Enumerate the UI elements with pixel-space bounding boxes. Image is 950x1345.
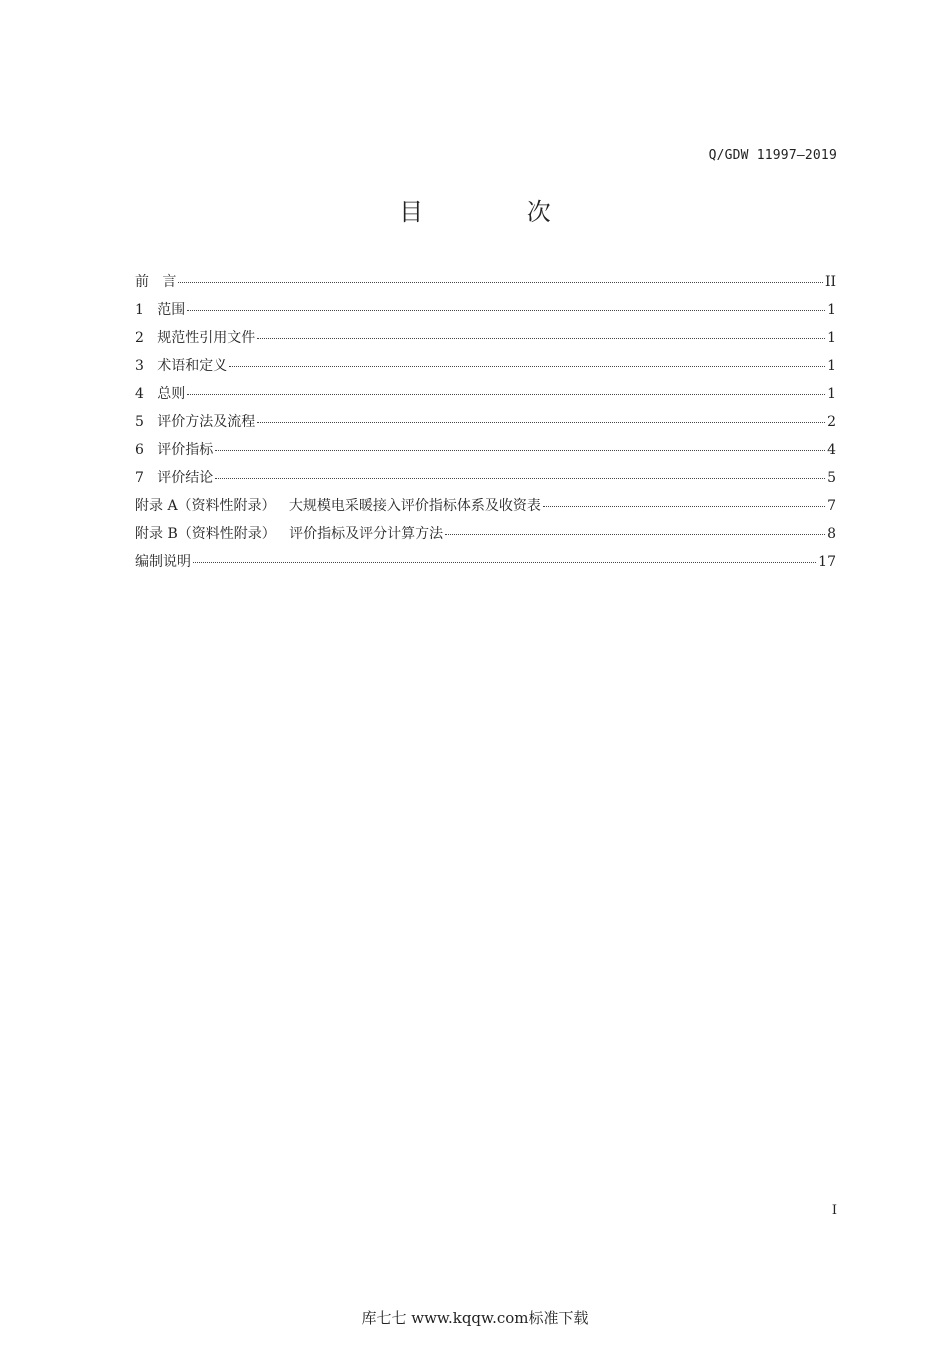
toc-entry-label: 编制说明 (135, 554, 191, 570)
toc-dot-leader (215, 450, 825, 451)
toc-entry-label: 1 范围 (135, 302, 186, 318)
toc-title: 目 次 (399, 198, 599, 226)
footer-watermark: 库七七 www.kqqw.com标准下载 (361, 1309, 589, 1327)
toc-entry-page: 5 (827, 470, 836, 486)
toc-entry-scope[interactable] (135, 300, 836, 328)
toc-dot-leader (178, 282, 823, 283)
toc-dot-leader (257, 338, 825, 339)
standard-code: Q/GDW 11997—2019 (708, 148, 837, 163)
toc-entry-label: 附录 B（资料性附录） 评价指标及评分计算方法 (135, 526, 444, 542)
toc-entry-page: II (824, 274, 836, 290)
toc-entry-evaluation-indicators[interactable] (135, 440, 836, 468)
toc-dot-leader (193, 562, 816, 563)
toc-entry-label: 3 术语和定义 (135, 358, 228, 374)
toc-dot-leader (187, 310, 825, 311)
toc-entry-page: 8 (827, 526, 836, 542)
toc-entry-label: 6 评价指标 (135, 442, 214, 458)
toc-entry-compilation-notes[interactable] (135, 552, 836, 580)
toc-entry-page: 7 (827, 498, 836, 514)
toc-entry-label: 前 言 (135, 274, 177, 290)
toc-dot-leader (215, 478, 825, 479)
toc-entry-appendix-b[interactable] (135, 524, 836, 552)
toc-dot-leader (445, 534, 825, 535)
toc-dot-leader (257, 422, 825, 423)
toc-dot-leader (229, 366, 825, 367)
toc-entry-page: 4 (827, 442, 836, 458)
toc-entry-page: 2 (827, 414, 836, 430)
toc-entry-normative-references[interactable] (135, 328, 836, 356)
toc-entry-label: 4 总则 (135, 386, 186, 402)
toc-dot-leader (187, 394, 825, 395)
toc-entry-label: 2 规范性引用文件 (135, 330, 256, 346)
toc-entry-label: 7 评价结论 (135, 470, 214, 486)
toc-entry-page: 1 (827, 302, 836, 318)
toc-entry-page: 1 (827, 386, 836, 402)
toc-dot-leader (543, 506, 825, 507)
toc-entry-appendix-a[interactable] (135, 496, 836, 524)
toc-entry-page: 17 (818, 554, 836, 570)
table-of-contents (135, 272, 836, 580)
toc-entry-evaluation-method[interactable] (135, 412, 836, 440)
toc-entry-label: 5 评价方法及流程 (135, 414, 256, 430)
toc-entry-terms-definitions[interactable] (135, 356, 836, 384)
toc-entry-label: 附录 A（资料性附录） 大规模电采暖接入评价指标体系及收资表 (135, 498, 541, 514)
toc-entry-page: 1 (827, 358, 836, 374)
page-number: I (831, 1203, 837, 1218)
toc-entry-general[interactable] (135, 384, 836, 412)
toc-entry-page: 1 (827, 330, 836, 346)
toc-entry-foreword[interactable] (135, 272, 836, 300)
toc-entry-evaluation-conclusion[interactable] (135, 468, 836, 496)
